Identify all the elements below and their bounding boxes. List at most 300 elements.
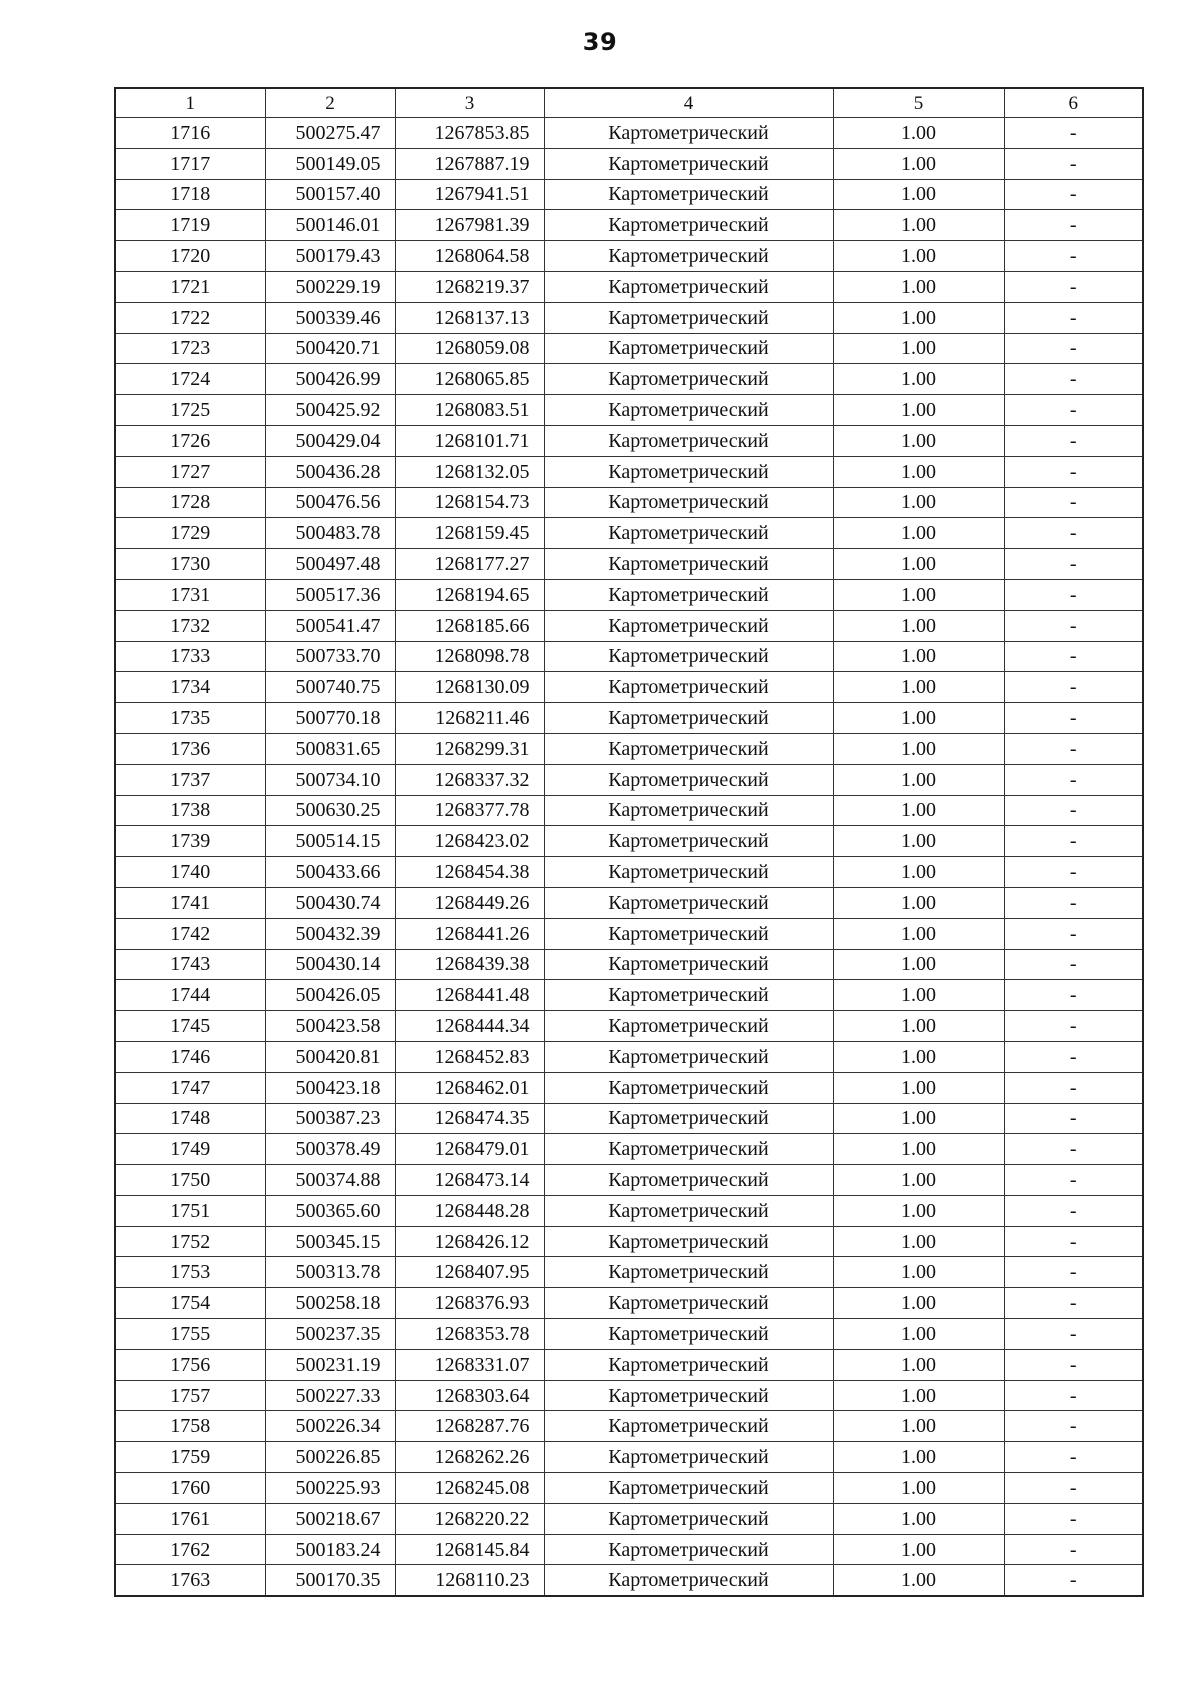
table-row [115, 980, 1143, 1011]
cell-accuracy: 1.00 [833, 1411, 1004, 1442]
cell-coord-x: 500426.99 [265, 364, 395, 395]
cell-accuracy: 1.00 [833, 1380, 1004, 1411]
cell-coord-x: 500226.85 [265, 1442, 395, 1473]
table-row [115, 1041, 1143, 1072]
cell-method: Картометрический [544, 795, 833, 826]
table-row [115, 487, 1143, 518]
cell-point-number: 1751 [115, 1195, 265, 1226]
table-row [115, 826, 1143, 857]
table-header [115, 88, 1143, 118]
cell-coord-x: 500483.78 [265, 518, 395, 549]
cell-point-number: 1739 [115, 826, 265, 857]
table-row [115, 1195, 1143, 1226]
cell-note: - [1004, 118, 1143, 149]
cell-coord-y: 1268219.37 [395, 271, 544, 302]
cell-method: Картометрический [544, 887, 833, 918]
cell-method: Картометрический [544, 672, 833, 703]
cell-note: - [1004, 826, 1143, 857]
table-row [115, 1442, 1143, 1473]
table-row [115, 1319, 1143, 1350]
table-row [115, 456, 1143, 487]
cell-method: Картометрический [544, 1011, 833, 1042]
cell-method: Картометрический [544, 610, 833, 641]
cell-accuracy: 1.00 [833, 733, 1004, 764]
cell-coord-x: 500149.05 [265, 148, 395, 179]
cell-coord-x: 500430.74 [265, 887, 395, 918]
cell-coord-y: 1268423.02 [395, 826, 544, 857]
table-row [115, 795, 1143, 826]
cell-method: Картометрический [544, 641, 833, 672]
cell-point-number: 1745 [115, 1011, 265, 1042]
cell-note: - [1004, 1195, 1143, 1226]
cell-point-number: 1717 [115, 148, 265, 179]
cell-coord-y: 1268473.14 [395, 1165, 544, 1196]
cell-note: - [1004, 518, 1143, 549]
cell-note: - [1004, 1226, 1143, 1257]
cell-accuracy: 1.00 [833, 703, 1004, 734]
cell-method: Картометрический [544, 241, 833, 272]
cell-coord-y: 1268376.93 [395, 1288, 544, 1319]
cell-point-number: 1746 [115, 1041, 265, 1072]
cell-point-number: 1747 [115, 1072, 265, 1103]
cell-coord-x: 500517.36 [265, 579, 395, 610]
cell-point-number: 1733 [115, 641, 265, 672]
cell-point-number: 1734 [115, 672, 265, 703]
table-row [115, 1349, 1143, 1380]
header-col-3: 3 [395, 88, 544, 118]
cell-note: - [1004, 210, 1143, 241]
cell-point-number: 1719 [115, 210, 265, 241]
cell-method: Картометрический [544, 549, 833, 580]
cell-method: Картометрический [544, 1411, 833, 1442]
cell-coord-x: 500258.18 [265, 1288, 395, 1319]
cell-point-number: 1736 [115, 733, 265, 764]
cell-point-number: 1760 [115, 1473, 265, 1504]
cell-point-number: 1762 [115, 1534, 265, 1565]
cell-coord-x: 500770.18 [265, 703, 395, 734]
cell-coord-x: 500432.39 [265, 918, 395, 949]
table-row [115, 672, 1143, 703]
table-row [115, 764, 1143, 795]
cell-coord-y: 1268448.28 [395, 1195, 544, 1226]
cell-note: - [1004, 179, 1143, 210]
table-row [115, 395, 1143, 426]
cell-coord-y: 1268132.05 [395, 456, 544, 487]
cell-point-number: 1758 [115, 1411, 265, 1442]
cell-point-number: 1737 [115, 764, 265, 795]
table-row [115, 210, 1143, 241]
cell-method: Картометрический [544, 1319, 833, 1350]
cell-method: Картометрический [544, 1134, 833, 1165]
cell-coord-x: 500740.75 [265, 672, 395, 703]
cell-point-number: 1749 [115, 1134, 265, 1165]
cell-point-number: 1732 [115, 610, 265, 641]
cell-method: Картометрический [544, 1257, 833, 1288]
cell-accuracy: 1.00 [833, 425, 1004, 456]
cell-coord-x: 500497.48 [265, 549, 395, 580]
cell-accuracy: 1.00 [833, 487, 1004, 518]
cell-accuracy: 1.00 [833, 118, 1004, 149]
cell-point-number: 1754 [115, 1288, 265, 1319]
cell-coord-y: 1268064.58 [395, 241, 544, 272]
cell-coord-y: 1268185.66 [395, 610, 544, 641]
cell-coord-y: 1268441.26 [395, 918, 544, 949]
cell-note: - [1004, 425, 1143, 456]
cell-method: Картометрический [544, 333, 833, 364]
cell-coord-y: 1268145.84 [395, 1534, 544, 1565]
cell-coord-y: 1267981.39 [395, 210, 544, 241]
cell-note: - [1004, 579, 1143, 610]
cell-method: Картометрический [544, 210, 833, 241]
cell-coord-y: 1268331.07 [395, 1349, 544, 1380]
cell-accuracy: 1.00 [833, 1442, 1004, 1473]
cell-method: Картометрический [544, 703, 833, 734]
cell-coord-y: 1268059.08 [395, 333, 544, 364]
cell-method: Картометрический [544, 425, 833, 456]
cell-note: - [1004, 1288, 1143, 1319]
cell-point-number: 1757 [115, 1380, 265, 1411]
cell-method: Картометрический [544, 1534, 833, 1565]
cell-coord-x: 500225.93 [265, 1473, 395, 1504]
cell-accuracy: 1.00 [833, 333, 1004, 364]
cell-note: - [1004, 456, 1143, 487]
cell-coord-x: 500226.34 [265, 1411, 395, 1442]
cell-method: Картометрический [544, 271, 833, 302]
cell-point-number: 1730 [115, 549, 265, 580]
cell-note: - [1004, 857, 1143, 888]
cell-accuracy: 1.00 [833, 826, 1004, 857]
table-row [115, 918, 1143, 949]
cell-accuracy: 1.00 [833, 241, 1004, 272]
header-col-1: 1 [115, 88, 265, 118]
cell-coord-y: 1268110.23 [395, 1565, 544, 1596]
cell-note: - [1004, 1011, 1143, 1042]
cell-coord-y: 1268426.12 [395, 1226, 544, 1257]
cell-note: - [1004, 1349, 1143, 1380]
cell-accuracy: 1.00 [833, 456, 1004, 487]
cell-coord-x: 500541.47 [265, 610, 395, 641]
cell-accuracy: 1.00 [833, 210, 1004, 241]
cell-coord-y: 1268452.83 [395, 1041, 544, 1072]
cell-accuracy: 1.00 [833, 1165, 1004, 1196]
cell-note: - [1004, 1380, 1143, 1411]
cell-coord-y: 1268353.78 [395, 1319, 544, 1350]
cell-coord-x: 500423.18 [265, 1072, 395, 1103]
table-row [115, 1134, 1143, 1165]
cell-coord-y: 1268474.35 [395, 1103, 544, 1134]
cell-note: - [1004, 672, 1143, 703]
cell-coord-y: 1268262.26 [395, 1442, 544, 1473]
cell-method: Картометрический [544, 857, 833, 888]
table-row [115, 610, 1143, 641]
table-row [115, 1380, 1143, 1411]
cell-note: - [1004, 333, 1143, 364]
cell-point-number: 1724 [115, 364, 265, 395]
cell-coord-x: 500237.35 [265, 1319, 395, 1350]
cell-note: - [1004, 733, 1143, 764]
table-row [115, 1411, 1143, 1442]
cell-coord-y: 1268177.27 [395, 549, 544, 580]
cell-coord-x: 500436.28 [265, 456, 395, 487]
cell-accuracy: 1.00 [833, 179, 1004, 210]
cell-method: Картометрический [544, 764, 833, 795]
cell-accuracy: 1.00 [833, 148, 1004, 179]
cell-point-number: 1735 [115, 703, 265, 734]
table-row [115, 1165, 1143, 1196]
cell-note: - [1004, 148, 1143, 179]
cell-method: Картометрический [544, 579, 833, 610]
table-row [115, 1226, 1143, 1257]
table-row [115, 364, 1143, 395]
cell-point-number: 1731 [115, 579, 265, 610]
cell-point-number: 1721 [115, 271, 265, 302]
cell-note: - [1004, 487, 1143, 518]
cell-point-number: 1723 [115, 333, 265, 364]
cell-coord-x: 500157.40 [265, 179, 395, 210]
cell-coord-x: 500231.19 [265, 1349, 395, 1380]
cell-coord-y: 1268101.71 [395, 425, 544, 456]
cell-method: Картометрический [544, 1165, 833, 1196]
cell-point-number: 1726 [115, 425, 265, 456]
cell-method: Картометрический [544, 179, 833, 210]
cell-accuracy: 1.00 [833, 918, 1004, 949]
cell-coord-x: 500425.92 [265, 395, 395, 426]
cell-coord-x: 500430.14 [265, 949, 395, 980]
cell-note: - [1004, 887, 1143, 918]
cell-point-number: 1725 [115, 395, 265, 426]
cell-note: - [1004, 1442, 1143, 1473]
header-row [115, 88, 1143, 118]
cell-point-number: 1756 [115, 1349, 265, 1380]
table-row [115, 118, 1143, 149]
cell-method: Картометрический [544, 518, 833, 549]
cell-accuracy: 1.00 [833, 610, 1004, 641]
cell-note: - [1004, 271, 1143, 302]
table-row [115, 949, 1143, 980]
cell-coord-x: 500734.10 [265, 764, 395, 795]
table-row [115, 887, 1143, 918]
cell-accuracy: 1.00 [833, 795, 1004, 826]
cell-coord-x: 500733.70 [265, 641, 395, 672]
cell-point-number: 1753 [115, 1257, 265, 1288]
table-row [115, 1103, 1143, 1134]
cell-note: - [1004, 364, 1143, 395]
cell-accuracy: 1.00 [833, 1103, 1004, 1134]
cell-coord-y: 1268441.48 [395, 980, 544, 1011]
cell-coord-x: 500429.04 [265, 425, 395, 456]
cell-coord-y: 1268220.22 [395, 1503, 544, 1534]
cell-coord-y: 1268245.08 [395, 1473, 544, 1504]
cell-coord-x: 500476.56 [265, 487, 395, 518]
cell-coord-y: 1268154.73 [395, 487, 544, 518]
cell-accuracy: 1.00 [833, 1257, 1004, 1288]
cell-accuracy: 1.00 [833, 641, 1004, 672]
cell-note: - [1004, 1534, 1143, 1565]
cell-coord-y: 1268287.76 [395, 1411, 544, 1442]
cell-coord-x: 500630.25 [265, 795, 395, 826]
header-col-5: 5 [833, 88, 1004, 118]
cell-point-number: 1755 [115, 1319, 265, 1350]
cell-coord-y: 1268303.64 [395, 1380, 544, 1411]
cell-point-number: 1729 [115, 518, 265, 549]
cell-method: Картометрический [544, 1041, 833, 1072]
cell-method: Картометрический [544, 1565, 833, 1596]
table-row [115, 333, 1143, 364]
table-row [115, 579, 1143, 610]
table-row [115, 179, 1143, 210]
cell-point-number: 1738 [115, 795, 265, 826]
cell-point-number: 1744 [115, 980, 265, 1011]
cell-coord-y: 1268159.45 [395, 518, 544, 549]
cell-coord-x: 500275.47 [265, 118, 395, 149]
cell-point-number: 1720 [115, 241, 265, 272]
cell-note: - [1004, 1473, 1143, 1504]
cell-note: - [1004, 1565, 1143, 1596]
cell-coord-y: 1267887.19 [395, 148, 544, 179]
table-row [115, 1473, 1143, 1504]
table-row [115, 1288, 1143, 1319]
table-row [115, 1257, 1143, 1288]
cell-note: - [1004, 1072, 1143, 1103]
cell-accuracy: 1.00 [833, 302, 1004, 333]
cell-coord-x: 500313.78 [265, 1257, 395, 1288]
cell-note: - [1004, 764, 1143, 795]
cell-coord-x: 500227.33 [265, 1380, 395, 1411]
cell-coord-x: 500433.66 [265, 857, 395, 888]
cell-coord-x: 500387.23 [265, 1103, 395, 1134]
table-row [115, 1072, 1143, 1103]
cell-coord-x: 500339.46 [265, 302, 395, 333]
cell-point-number: 1740 [115, 857, 265, 888]
table-row [115, 302, 1143, 333]
cell-coord-y: 1268211.46 [395, 703, 544, 734]
cell-coord-y: 1268137.13 [395, 302, 544, 333]
cell-coord-y: 1268444.34 [395, 1011, 544, 1042]
header-col-6: 6 [1004, 88, 1143, 118]
coordinates-table [114, 87, 1144, 1597]
cell-note: - [1004, 949, 1143, 980]
cell-note: - [1004, 395, 1143, 426]
page-number: 39 [582, 28, 618, 56]
cell-method: Картометрический [544, 148, 833, 179]
cell-method: Картометрический [544, 1226, 833, 1257]
cell-accuracy: 1.00 [833, 1288, 1004, 1319]
cell-coord-y: 1268299.31 [395, 733, 544, 764]
cell-method: Картометрический [544, 1349, 833, 1380]
cell-coord-x: 500423.58 [265, 1011, 395, 1042]
cell-coord-y: 1268083.51 [395, 395, 544, 426]
cell-accuracy: 1.00 [833, 1473, 1004, 1504]
cell-coord-x: 500183.24 [265, 1534, 395, 1565]
cell-coord-x: 500218.67 [265, 1503, 395, 1534]
table-row [115, 518, 1143, 549]
cell-coord-y: 1268377.78 [395, 795, 544, 826]
table-row [115, 1534, 1143, 1565]
table-row [115, 703, 1143, 734]
table-row [115, 241, 1143, 272]
table-row [115, 857, 1143, 888]
cell-point-number: 1743 [115, 949, 265, 980]
cell-method: Картометрический [544, 1195, 833, 1226]
cell-point-number: 1759 [115, 1442, 265, 1473]
table-row [115, 148, 1143, 179]
cell-coord-x: 500146.01 [265, 210, 395, 241]
cell-accuracy: 1.00 [833, 395, 1004, 426]
cell-note: - [1004, 641, 1143, 672]
cell-accuracy: 1.00 [833, 1319, 1004, 1350]
cell-coord-x: 500514.15 [265, 826, 395, 857]
cell-method: Картометрический [544, 118, 833, 149]
table-row [115, 1503, 1143, 1534]
cell-point-number: 1748 [115, 1103, 265, 1134]
table-row [115, 271, 1143, 302]
cell-coord-y: 1268130.09 [395, 672, 544, 703]
cell-note: - [1004, 241, 1143, 272]
cell-note: - [1004, 1257, 1143, 1288]
cell-method: Картометрический [544, 1072, 833, 1103]
cell-accuracy: 1.00 [833, 1226, 1004, 1257]
cell-coord-y: 1268462.01 [395, 1072, 544, 1103]
cell-note: - [1004, 1503, 1143, 1534]
cell-method: Картометрический [544, 1503, 833, 1534]
cell-method: Картометрический [544, 487, 833, 518]
cell-accuracy: 1.00 [833, 1534, 1004, 1565]
cell-note: - [1004, 549, 1143, 580]
cell-coord-x: 500374.88 [265, 1165, 395, 1196]
cell-coord-x: 500179.43 [265, 241, 395, 272]
cell-coord-y: 1268479.01 [395, 1134, 544, 1165]
cell-method: Картометрический [544, 826, 833, 857]
table-row [115, 1565, 1143, 1596]
cell-accuracy: 1.00 [833, 1503, 1004, 1534]
cell-coord-x: 500420.71 [265, 333, 395, 364]
table-row [115, 549, 1143, 580]
cell-note: - [1004, 703, 1143, 734]
cell-note: - [1004, 1319, 1143, 1350]
cell-point-number: 1742 [115, 918, 265, 949]
cell-coord-x: 500420.81 [265, 1041, 395, 1072]
cell-coord-x: 500378.49 [265, 1134, 395, 1165]
cell-note: - [1004, 1134, 1143, 1165]
table-row [115, 1011, 1143, 1042]
cell-coord-y: 1268065.85 [395, 364, 544, 395]
cell-accuracy: 1.00 [833, 980, 1004, 1011]
cell-coord-y: 1268194.65 [395, 579, 544, 610]
cell-point-number: 1752 [115, 1226, 265, 1257]
table-body [115, 118, 1143, 1597]
cell-accuracy: 1.00 [833, 672, 1004, 703]
cell-method: Картометрический [544, 1473, 833, 1504]
cell-coord-y: 1267941.51 [395, 179, 544, 210]
cell-accuracy: 1.00 [833, 857, 1004, 888]
cell-note: - [1004, 1103, 1143, 1134]
cell-accuracy: 1.00 [833, 518, 1004, 549]
table-row [115, 641, 1143, 672]
cell-accuracy: 1.00 [833, 579, 1004, 610]
cell-accuracy: 1.00 [833, 1349, 1004, 1380]
cell-method: Картометрический [544, 733, 833, 764]
cell-point-number: 1728 [115, 487, 265, 518]
cell-accuracy: 1.00 [833, 764, 1004, 795]
cell-point-number: 1722 [115, 302, 265, 333]
cell-method: Картометрический [544, 1442, 833, 1473]
cell-accuracy: 1.00 [833, 271, 1004, 302]
cell-coord-y: 1268098.78 [395, 641, 544, 672]
cell-point-number: 1716 [115, 118, 265, 149]
header-col-2: 2 [265, 88, 395, 118]
cell-coord-x: 500426.05 [265, 980, 395, 1011]
cell-accuracy: 1.00 [833, 887, 1004, 918]
